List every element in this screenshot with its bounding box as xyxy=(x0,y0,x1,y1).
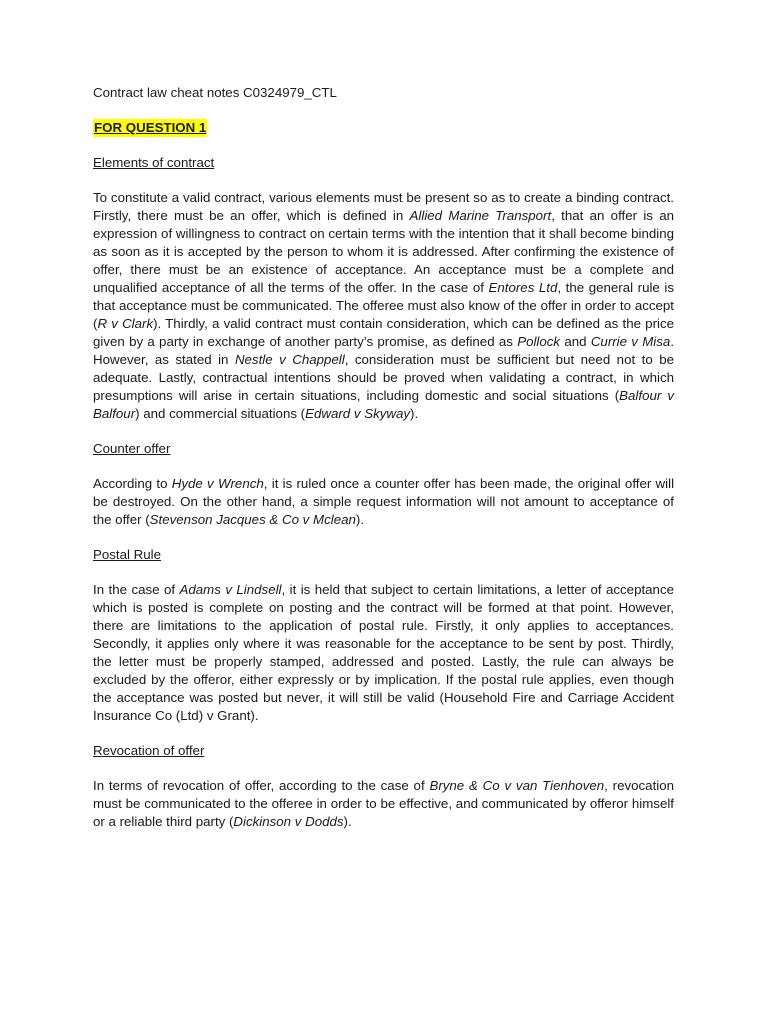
paragraph-text: ). xyxy=(343,814,352,829)
case-citation: Balfour v Balfour xyxy=(93,388,674,421)
paragraph-text: . However, as stated in xyxy=(93,334,675,367)
section-paragraph xyxy=(93,581,674,725)
case-citation: Hyde v Wrench xyxy=(171,476,264,491)
section-heading: Counter offer xyxy=(93,441,171,456)
paragraph-text: ). Thirdly, a valid contract must contain consideration, which can be defined as the price given by a party in exchange of another party’s promise, as defined as xyxy=(93,316,674,349)
section-paragraph xyxy=(93,189,674,423)
paragraph-text: , it is held that subject to certain limitations, a letter of acceptance which is posted is complete on posting and the contract will be formed at that point. However, there are limitations to the application of postal rule. Firstly, it only applies to acceptances. Secondly, it applies only where it was reasonable for the acceptance to be sent by post. Thirdly, the letter must be properly stamped, addressed and posted. Lastly, the rule can always be excluded by the offeror, either expressly or by implication. If the postal rule applies, even though the acceptance was posted but never, it will still be valid (Household Fire and Carriage Accident Insurance Co (Ltd) v Grant). xyxy=(93,582,674,723)
case-citation: Pollock xyxy=(517,334,561,349)
section-heading: Postal Rule xyxy=(93,547,161,562)
paragraph-text: In terms of revocation of offer, according to the case of xyxy=(93,778,430,793)
case-citation: Edward v Skyway xyxy=(305,406,411,421)
paragraph-text: , consideration must be sufficient but need not to be adequate. Lastly, contractual intentions should be proved when validating a contract, in which presumptions will arise in certain situations, including domestic and social situations ( xyxy=(93,352,674,403)
case-citation: Stevenson Jacques & Co v Mclean xyxy=(149,512,356,527)
paragraph-text: According to xyxy=(93,476,172,491)
paragraph-text: , revocation must be communicated to the offeree in order to be effective, and communicated by offeror himself or a reliable third party ( xyxy=(93,778,675,829)
paragraph-text: , it is ruled once a counter offer has been made, the original offer will be destroyed. On the other hand, a simple request information will not amount to acceptance of the offer ( xyxy=(93,476,675,527)
case-citation: Currie v Misa xyxy=(590,334,671,349)
section-heading: Revocation of offer xyxy=(93,743,205,758)
section-paragraph xyxy=(93,777,674,831)
document-title: Contract law cheat notes C0324979_CTL xyxy=(93,85,337,100)
paragraph-text: ) and commercial situations ( xyxy=(135,406,306,421)
case-citation: Allied Marine Transport xyxy=(409,208,552,223)
paragraph-text: and xyxy=(560,334,591,349)
paragraph-text: , the general rule is that acceptance must be communicated. The offeree must also know of the offer in order to accept ( xyxy=(93,280,674,331)
section-heading: Elements of contract xyxy=(93,155,215,170)
case-citation: Dickinson v Dodds xyxy=(233,814,344,829)
case-citation: Adams v Lindsell xyxy=(179,582,282,597)
paragraph-text: In the case of xyxy=(93,582,180,597)
question-label: FOR QUESTION 1 xyxy=(94,120,207,135)
sections-container xyxy=(93,154,674,831)
case-citation: Entores Ltd xyxy=(488,280,558,295)
paragraph-text: , that an offer is an expression of willingness to contract on certain terms with the intention that it shall become binding as soon as it is accepted by the person to whom it is addressed. After confirming the existence of offer, there must be an existence of acceptance. An acceptance must be a complete and unqualified acceptance of all the terms of the offer. In the case of xyxy=(93,208,674,295)
paragraph-text: ). xyxy=(355,512,365,527)
case-citation: Nestle v Chappell xyxy=(234,352,345,367)
paragraph-text: ). xyxy=(410,406,419,421)
case-citation: R v Clark xyxy=(97,316,154,331)
section-paragraph xyxy=(93,475,674,529)
case-citation: Bryne & Co v van Tienhoven xyxy=(429,778,605,793)
paragraph-text: To constitute a valid contract, various elements must be present so as to create a binding contract. Firstly, there must be an offer, which is defined in xyxy=(93,190,674,223)
